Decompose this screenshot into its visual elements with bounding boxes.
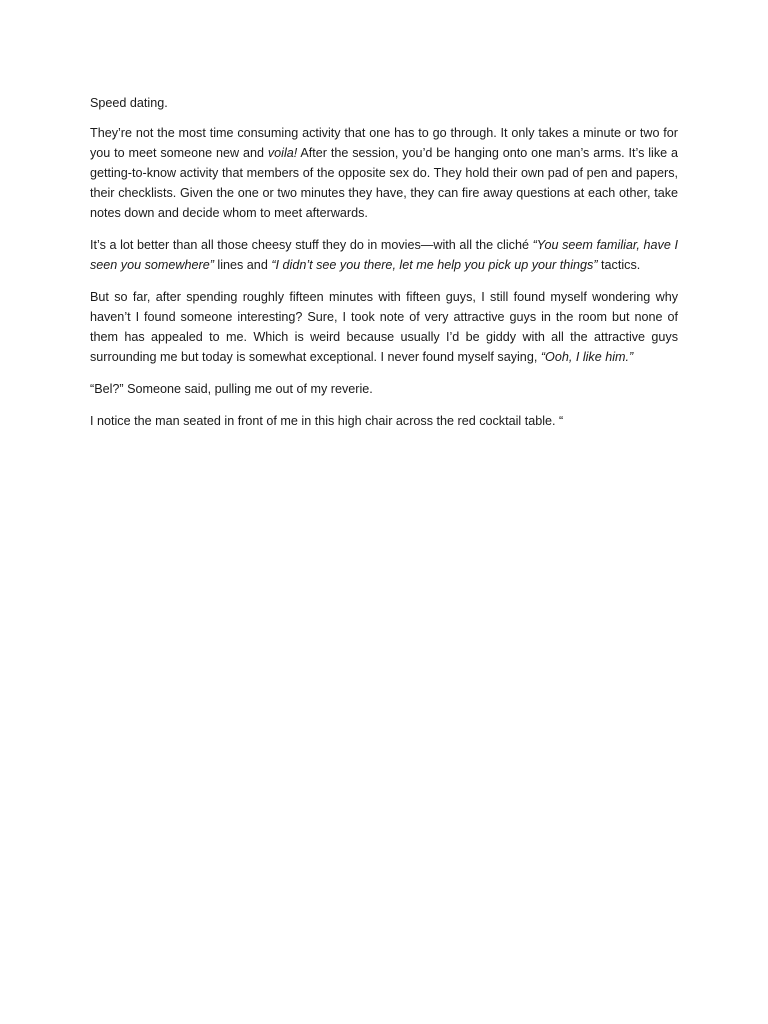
paragraph-2-italic-quote-1: “You seem familiar, have I seen you somewhere” — [90, 238, 678, 272]
paragraph-2 — [90, 235, 678, 275]
paragraph-3-text-a: But so far, after spending roughly fifteen minutes with fifteen guys, I still found myself wondering why haven’t I found someone interesting? Sure, I took note of very attractive guys in the room but none of them has appealed to me. Which is weird because usually I’d be giddy with all the attractive guys surrounding me but today is somewhat exceptional. I never found myself saying, — [90, 290, 678, 364]
paragraph-1 — [90, 123, 678, 223]
paragraph-3 — [90, 287, 678, 367]
heading-line: Speed dating. — [90, 96, 168, 110]
paragraph-2-text-c: lines and — [213, 258, 272, 272]
paragraph-2-text-a: It’s a lot better than all those cheesy stuff they do in movies—with all the cliché — [90, 238, 533, 252]
paragraph-1-text-c: After the session, you’d be hanging onto one man’s arms. It’s like a getting-to-know activity that members of the opposite sex do. They hold their own pad of pen and papers, their checklists. Given the one or two minutes they have, they can fire away questions at each other, take notes down and decide whom to meet afterwards. — [90, 146, 678, 220]
paragraph-1-text-a: They’re not the most time consuming activity that one has to go through. It only takes a minute or two for you to meet someone new and — [90, 126, 678, 160]
paragraph-2-italic-quote-2: “I didn’t see you there, let me help you pick up your things” — [271, 258, 598, 272]
paragraph-1-italic-voila: voila! — [267, 146, 298, 160]
document-body — [90, 93, 678, 443]
paragraph-3-italic-quote: “Ooh, I like him.” — [540, 350, 634, 364]
paragraph-4: “Bel?” Someone said, pulling me out of my reverie. — [90, 382, 373, 396]
paragraph-5: I notice the man seated in front of me in this high chair across the red cocktail table. “ — [90, 414, 564, 428]
paragraph-2-text-e: tactics. — [597, 258, 641, 272]
